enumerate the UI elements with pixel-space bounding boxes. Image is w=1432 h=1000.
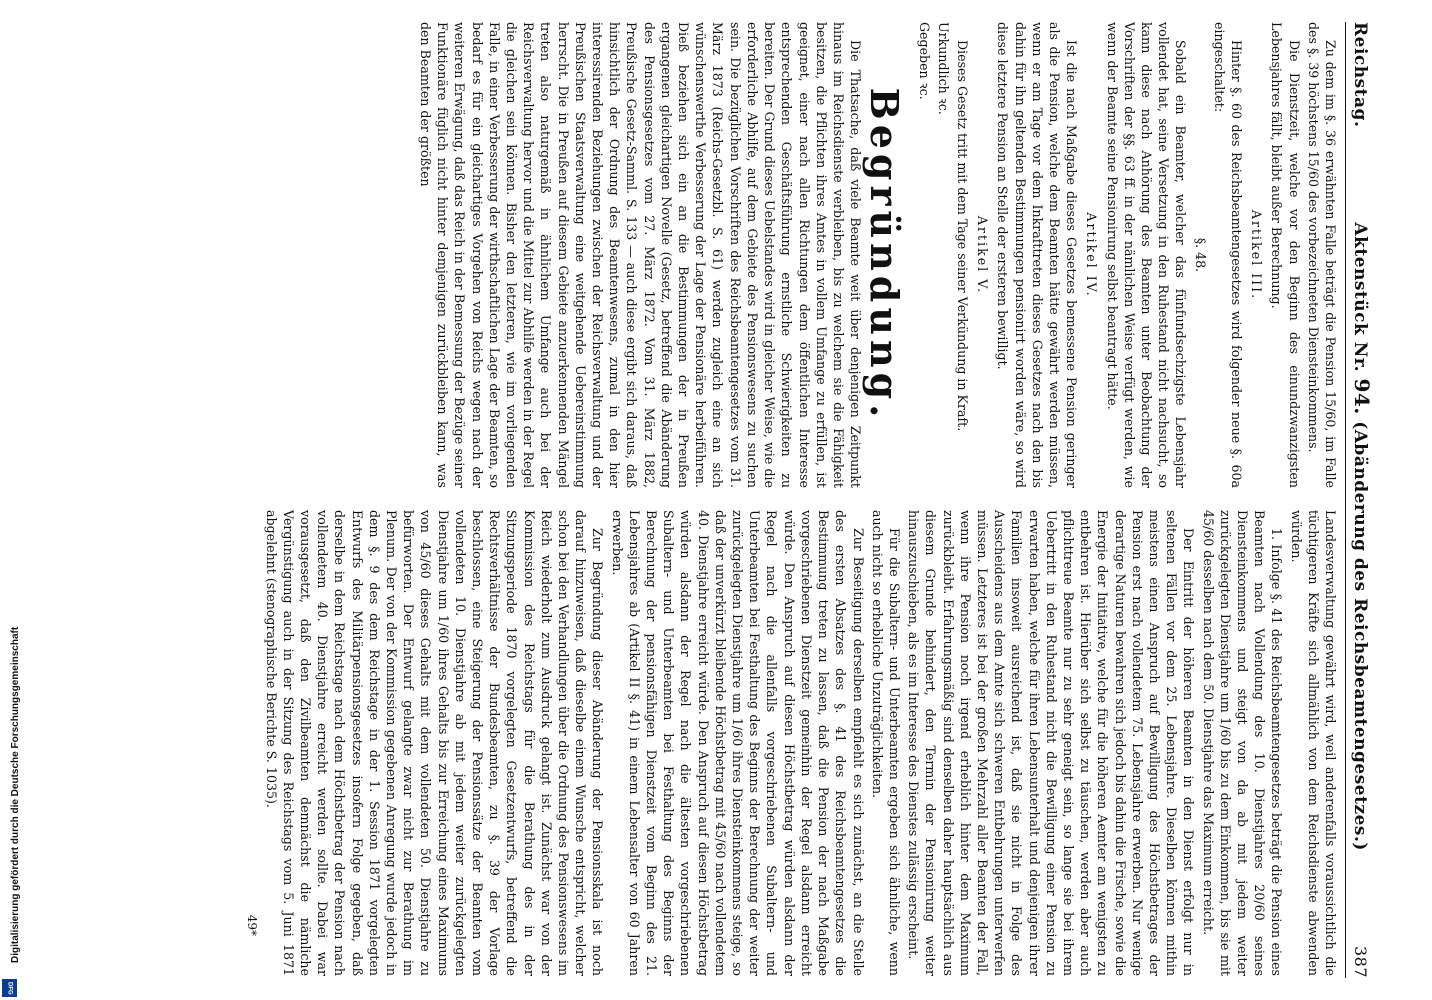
two-column-body: [243, 22, 1339, 978]
page-number: 387: [1351, 945, 1370, 978]
paragraph: Die Dienstzeit, welche vor den Beginn des einundzwanzigsten Lebensjahres fällt, bleibt außer Berechnung.: [1269, 22, 1302, 488]
header-center: [1350, 222, 1374, 851]
paragraph: Sobald ein Beamter, welcher das fünfundsechzigste Lebensjahr vollendet hat, seine Versetzung in den Ruhestand nicht nachsucht, so kann diese nach Anhörung des Beamten unter Beobachtung der Vorschriften der §§. 63 ff. in der nämlichen Weise verfügt werden, wie wenn der Beamte seine Pensionirung selbst beantragt hätte.: [1104, 22, 1189, 488]
sheet-mark: 49*: [245, 914, 260, 936]
article-heading: Artikel IV.: [1084, 212, 1100, 298]
header-number: 94.: [1350, 378, 1374, 415]
paragraph: Für die Subaltern- und Unterbeamten ergeben sich ähnliche, wenn auch nicht so erhebliche Unzuträglichkeiten.: [869, 510, 902, 976]
paragraph: Der Eintritt der höheren Beamten in den Dienst erfolgt nur in seltenen Fällen vor dem 25. Lebensjahre. Dieselben können mithin meistens einen Anspruch auf Bewilligung des Höchstbetrages der Pension erst nach vollendetem 75. Lebensjahre erwerben. Nur wenige derartige Naturen bewahren sich jedoch bis dahin die Frische, sowie die Energie der Initiative, welche für die höheren Aemter am wenigsten zu entbehren ist. Hierüber sich selbst zu täuschen, werden aber auch pflichttreue Beamte nur zu sehr geneigt sein, so lange sie bei ihrem Uebertritt in den Ruhestand nicht die Bewilligung einer Pension zu erwarten haben, welche für ihren Lebensunterhalt und denjenigen ihrer Familien insoweit ausreichend ist, daß sie nicht in Folge des Ausscheidens aus dem Amte sich schweren Entbehrungen unterwerfen müssen. Letzteres ist bei der großen Mehrzahl aller Beamten der Fall, wenn ihre Pension noch irgend erheblich hinter dem Maximum zurückbleibt. Erfahrungsmäßig sind denselben daher hauptsächlich aus diesem Grunde behindert, den Termin der Pensionirung weiter hinauszuschieben, als es im Interesse des Dienstes zulässig erscheint.: [906, 510, 1197, 976]
paragraph: Zur Beseitigung derselben empfiehlt es sich zunächst, an die Stelle des ersten Absatzes des §. 41 des Reichsbeamtengesetzes die Bestimmung treten zu lassen, daß die Pension der nach Maßgabe vorgeschriebenen Dienstzeit gemeinhin der Regel alsdann erreicht würde. Den Anspruch auf diesen Höchstbetrag würden alsdann der Regel nach die allenfalls vorgeschriebenen Subaltern- und Unterbeamten bei Festhaltung des Beginns der Berechnung der weiter zurückgelegten Dienstjahre um 1/60 ihres Diensteinkommens steige, so daß der unverkürzt bleibende Höchstbetrag mit 45/60 nach vollendetem 40. Dienstjahre erreicht würde. Den Anspruch auf diesen Höchstbetrag würden alsdann der Regel nach die ältesten vorgeschriebenen Subaltern- und Unterbeamten bei Festhaltung des Beginns der Berechnung der pensionsfähigen Dienstzeit vom Beginn des 21. Lebensjahres ab (Artikel II §. 41) in einem Lebensalter von 60 Jahren erwerben.: [609, 510, 866, 976]
paragraph: Ist die nach Maßgabe dieses Gesetzes bemessene Pension geringer als die Pension, welche dem Beamten hätte gewährt werden müssen, wenn er am Tage vor dem Inkrafttreten dieses Gesetzes nach den bis dahin für ihn geltenden Bestimmungen pensionirt worden wäre, so wird diese letztere Pension an Stelle der ersteren bewilligt.: [995, 22, 1080, 488]
section-sign: §. 48.: [1192, 237, 1208, 273]
paragraph: Dieses Gesetz tritt mit dem Tage seiner Verkündung in Kraft.: [954, 40, 970, 432]
paragraph: 1. Infolge §. 41 des Reichsbeamtengesetzes beträgt die Pension eines Beamten nach Vollendung des 10. Dienstjahres 20/60 seines Diensteinkommens und steigt von da ab mit jedem weiter zurückgelegten Dienstjahre um 1/60 bis zu dem Einkommen, bis sie mit 45/60 desselben nach dem 50. Dienstjahre das Maximum erreicht.: [1200, 510, 1285, 976]
header-aktenstueck-label: Aktenstück Nr.: [1350, 222, 1370, 373]
right-column: [243, 510, 1339, 976]
paragraph: Die Thatsache, daß viele Beamte weit über denjenigen Zeitpunkt hinaus im Reichsdienste verbleiben, bis zu welchem sie die Fähigkeit besitzen, die Pflichten ihres Amtes in vollem Umfange zu erfüllen, ist geeignet, einer nach allen Richtungen dem öffentlichen Interesse entsprechenden Geschäftsführung ernstliche Schwierigkeiten zu bereiten. Der Grund dieses Uebelstandes wird in gleicher Weise, wie die erforderliche Abhilfe, auf dem Gebiete des Pensionswesens zu suchen sein. Die bezüglichen Vorschriften des Reichsbeamtengesetzes vom 31. März 1873 (Reichs-Gesetzbl. S. 61) werden zugleich eine an sich wünschenswerthe Verbesserung der Lage der Pensionäre herbeiführen. Dieß beziehen sich ein an die Bestimmungen der in Preußen ergangenen gleichartigen Novelle (Gesetz, betreffend die Abänderung des Pensionsgesetzes vom 27. März 1872. Vom 31. März 1882, Preußische Gesetz-Samml. S. 133 — auch diese ergibt sich daraus, daß hinsichtlich der Ordnung des Beamtenwesens, zumal in den hier interessirenden Beziehungen zwischen der Reichsverwaltung und der Preußischen Staatsverwaltung eine weitgehende Uebereinstimmung herrscht. Die in Preußen auf diesem Gebiete anzuerkennenden Mängel treten also naturgemäß in ähnlichem Umfange auch bei der Reichsverwaltung hervor und die Mittel zur Abhilfe werden in der Regel die gleichen sein können. Bisher den letzteren, wie im vorliegenden Falle, in einer Verbesserung der wirthschaftlichen Lage der Beamten, so bedarf es für ein gleichartiges Vorgehen von Reichs wegen nach der weiteren Erwägung, daß das Reich in der Bemessung der Bezüge seiner Funktionäre füglich nicht hinter demjenigen zurückbleiben kann, was den Beamten der größten: [418, 22, 864, 488]
signature-line: Gegeben ꝛc.: [916, 22, 932, 100]
article-heading: Artikel III.: [1249, 209, 1265, 301]
paragraph: Hinter §. 60 des Reichsbeamtengesetzes wird folgender neue §. 60a eingeschaltet:: [1211, 22, 1244, 488]
paragraph: Landesverwaltung gewährt wird, weil anderenfalls voraussichtlich die tüchtigeren Kräfte sich allmählich von dem Reichsdienste abwenden würden.: [1288, 510, 1338, 976]
dfg-logo: DFG: [2, 979, 17, 997]
document-page: [100, 0, 1390, 1000]
paragraph: Zu dem im §. 36 erwähnten Falle beträgt die Pension 15/60, im Falle des §. 39 höchstens 15/60 des vorbezeichneten Diensteinkommens.: [1305, 22, 1338, 488]
digitization-credit: Digitalisierung gefördert durch die Deutsche Forschungsgemeinschaft: [10, 626, 21, 963]
article-heading: Artikel V.: [975, 215, 991, 295]
header-left: Reichstag.: [1350, 22, 1370, 128]
signature-line: Urkundlich ꝛc.: [935, 22, 951, 115]
header-subtitle: (Abänderung des Reichsbeamtengesetzes.): [1350, 421, 1370, 851]
left-column: [243, 22, 1339, 488]
paragraph: Zur Begründung dieser Abänderung der Pensionsskala ist noch darauf hinzuweisen, daß dieselbe einem Wunsche entspricht, welcher schon bei den Verhandlungen über die Ordnung des Pensionswesens im Reich wiederholt zum Ausdruck gelangt ist. Zunächst war von der Kommission des Reichstags für die Berathung des in der Sitzungsperiode 1870 vorgelegten Gesetzentwurfs, betreffend die Rechtsverhältnisse der Bundesbeamten, zu §. 39 der Vorlage beschlossen, eine Steigerung der Pensionssätze der Beamten vom vollendeten 10. Dienstjahre ab mit jedem weiter zurückgelegten Dienstjahre um 1/60 ihres Gehalts bis zur Erreichung eines Maximums von 45/60 dieses Gehalts mit dem vollendeten 50. Dienstjahre zu befürworten. Der Entwurf gelangte zwar nicht zur Berathung im Plenum. Der von der Kommission gegebenen Anregung wurde jedoch in dem §. 9 des dem Reichstage in der 1. Session 1871 vorgelegten Entwurfs des Militärpensionsgesetzes insofern Folge gegeben, daß derselbe in dem Reichstage nach dem Höchstbetrag der Pension nach vollendetem 40. Dienstjahre erreicht werden sollte. Dabei war vorausgesetzt, daß den Zivilbeamten demnächst die nämliche Vergünstigung auch in der Sitzung des Reichstags vom 5. Juni 1871 abgelehnt (stenographische Berichte S. 1035).: [263, 510, 606, 976]
running-header: [1345, 22, 1374, 978]
section-title: Begründung.: [862, 87, 908, 423]
